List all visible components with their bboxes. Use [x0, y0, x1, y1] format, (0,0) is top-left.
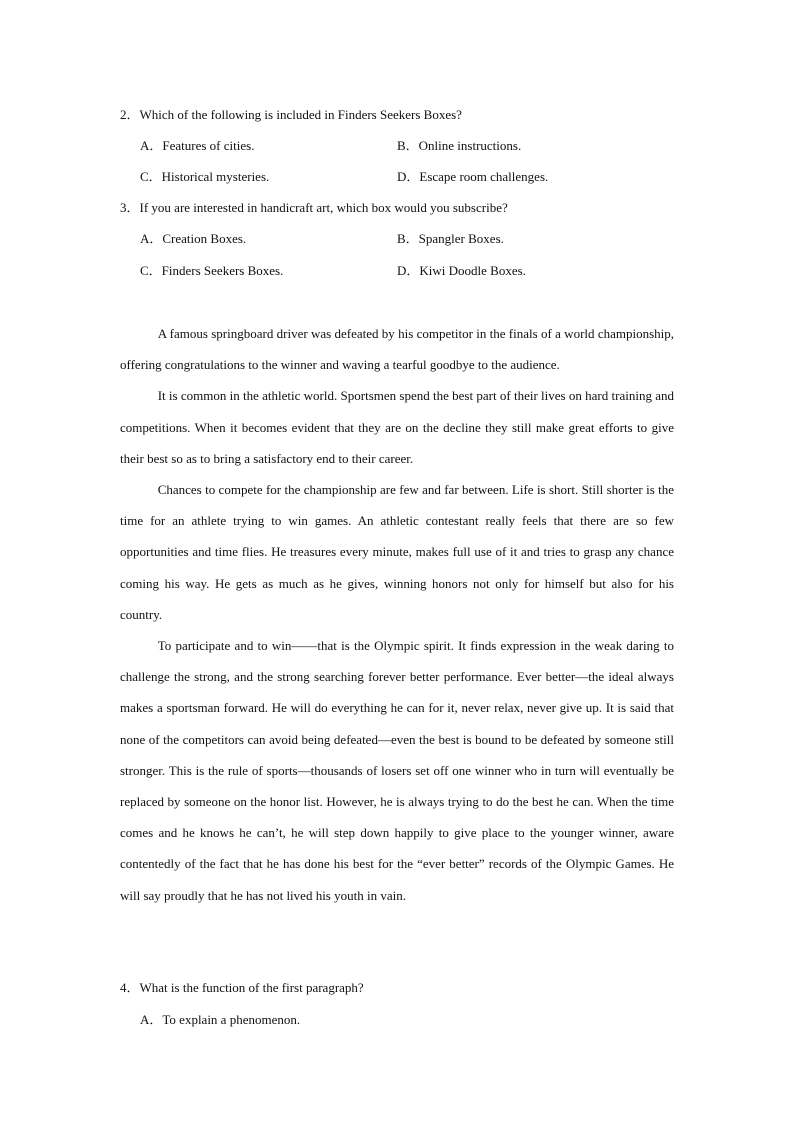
q2-option-a: A．Features of cities. — [140, 138, 255, 153]
q2-option-b: B．Online instructions. — [397, 138, 522, 153]
q4-option-a: A．To explain a phenomenon. — [140, 1012, 301, 1027]
question-2 — [120, 104, 680, 123]
passage-paragraph-2: It is common in the athletic world. Sportsmen spend the best part of their lives on hard training and competitions. When it becomes evident that they are on the decline they still make great efforts to give their best so as to bring a satisfactory end to their career. — [120, 388, 674, 466]
question-number: 4． — [120, 980, 140, 995]
q3-option-b: B．Spangler Boxes. — [397, 231, 504, 246]
q3-option-a: A．Creation Boxes. — [140, 231, 247, 246]
question-3 — [120, 197, 680, 216]
reading-passage — [120, 318, 674, 911]
question-stem: If you are interested in handicraft art, which box would you subscribe? — [139, 200, 508, 215]
question-number: 3． — [120, 200, 140, 215]
passage-paragraph-4: To participate and to win——that is the Olympic spirit. It finds expression in the weak daring to challenge the strong, and the strong searching forever better performance. Ever better—the ideal always makes a sportsman forward. He will do everything he can for it, never relax, never give up. It is said that none of the competitors can avoid being defeated—even the best is bound to be defeated by someone still stronger. This is the rule of sports—thousands of losers set off one winner who in turn will eventually be replaced by someone on the honor list. However, he is always trying to do the best he can. When the time comes and he knows he can’t, he will step down happily to give place to the younger winner, aware contentedly of the fact that he has done his best for the “ever better” records of the Olympic Games. He will say proudly that he has not lived his youth in vain. — [120, 638, 674, 903]
question-stem: Which of the following is included in Finders Seekers Boxes? — [139, 107, 462, 122]
q2-option-c: C．Historical mysteries. — [140, 169, 270, 184]
question-stem: What is the function of the first paragraph? — [139, 980, 364, 995]
passage-paragraph-3: Chances to compete for the championship are few and far between. Life is short. Still shorter is the time for an athlete trying to win games. An athletic contestant really feels that there are so few opportunities and time flies. He treasures every minute, makes full use of it and tries to grasp any chance coming his way. He gets as much as he gives, winning honors not only for himself but also for his country. — [120, 482, 674, 622]
q2-option-d: D．Escape room challenges. — [397, 169, 549, 184]
question-4 — [120, 977, 680, 996]
q3-option-d: D．Kiwi Doodle Boxes. — [397, 263, 526, 278]
passage-paragraph-1: A famous springboard driver was defeated by his competitor in the finals of a world championship, offering congratulations to the winner and waving a tearful goodbye to the audience. — [120, 326, 674, 373]
q3-option-c: C．Finders Seekers Boxes. — [140, 263, 284, 278]
question-number: 2． — [120, 107, 140, 122]
